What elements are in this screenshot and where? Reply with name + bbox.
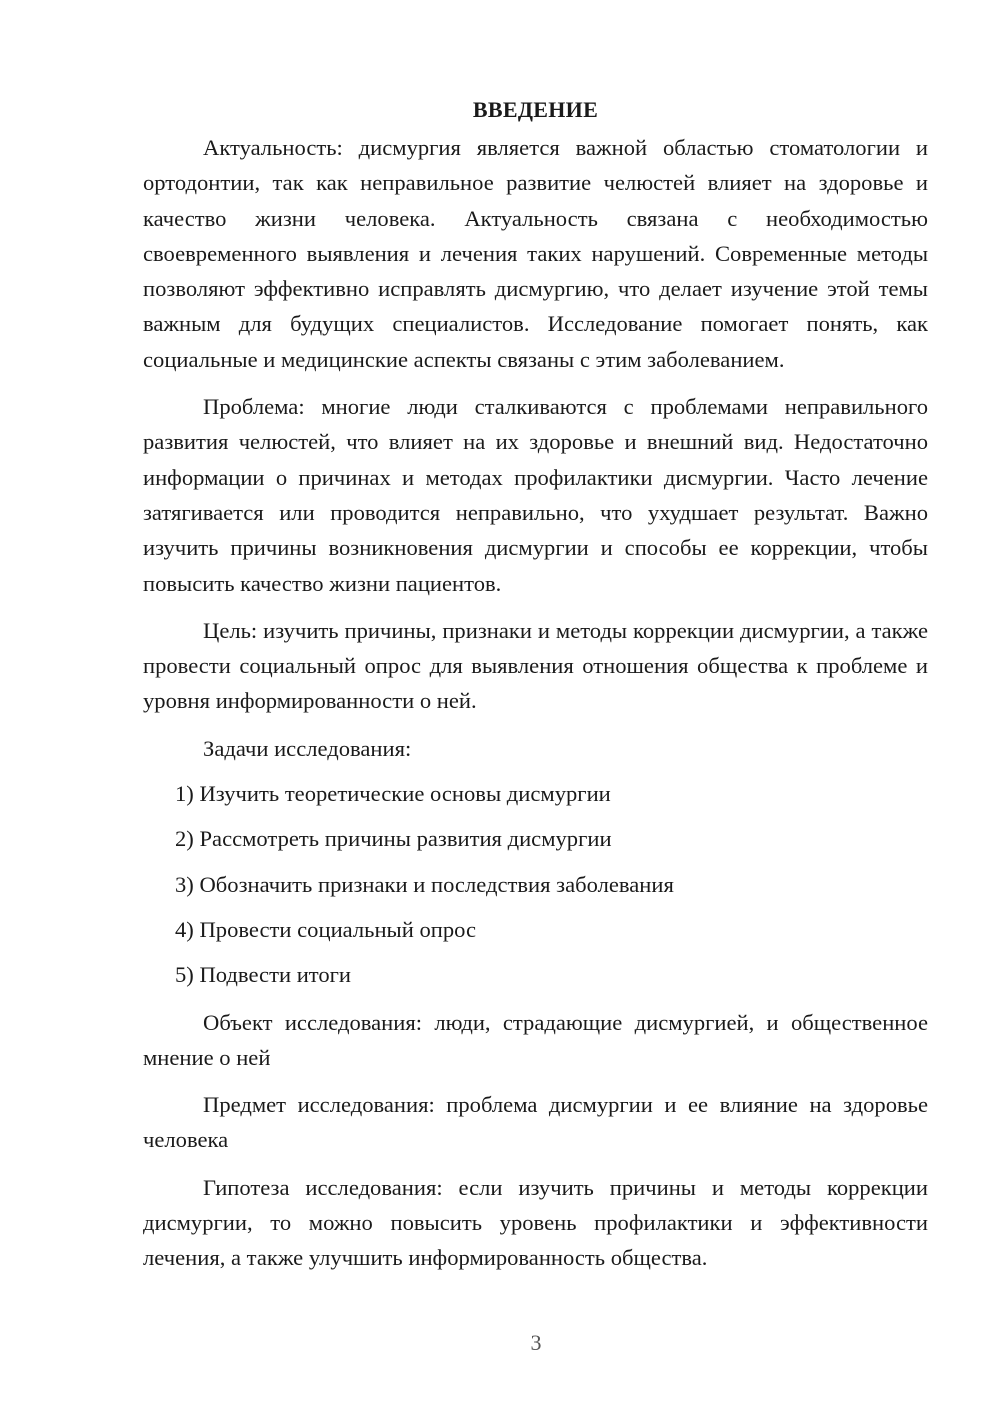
task-item: 2) Рассмотреть причины развития дисмургии xyxy=(175,826,612,852)
problem-paragraph: Проблема: многие люди сталкиваются с проблемами неправильного развития челюстей, что влияет на их здоровье и внешний вид. Недостаточно информации о причинах и методах профилактики дисмургии. Часто лечение затягивается или проводится неправильно, что ухудшает результат. Важно изучить причины возникновения дисмургии и способы ее коррекции, чтобы повысить качество жизни пациентов. xyxy=(143,394,928,596)
task-item: 5) Подвести итоги xyxy=(175,962,352,988)
task-item: 4) Провести социальный опрос xyxy=(175,916,477,942)
section-title: ВВЕДЕНИЕ xyxy=(472,97,599,122)
tasks-heading: Задачи исследования: xyxy=(203,735,412,761)
task-item: 3) Обозначить признаки и последствия заболевания xyxy=(175,871,674,897)
hypothesis-paragraph: Гипотеза исследования: если изучить причины и методы коррекции дисмургии, то можно повысить уровень профилактики и эффективности лечения, а также улучшить информированность общества. xyxy=(143,1174,928,1271)
goal-paragraph: Цель: изучить причины, признаки и методы коррекции дисмургии, а также провести социальный опрос для выявления отношения общества к проблеме и уровня информированности о ней. xyxy=(143,617,928,714)
relevance-paragraph: Актуальность: дисмургия является важной областью стоматологии и ортодонтии, так как неправильное развитие челюстей влияет на здоровье и качество жизни человека. Актуальность связана с необходимостью своевременного выявления и лечения таких нарушений. Современные методы позволяют эффективно исправлять дисмургию, что делает изучение этой темы важным для будущих специалистов. Исследование помогает понять, как социальные и медицинские аспекты связаны с этим заболеванием. xyxy=(143,135,928,372)
tasks-list xyxy=(143,776,928,992)
task-item: 1) Изучить теоретические основы дисмургии xyxy=(175,781,611,807)
page-number: 3 xyxy=(530,1330,542,1355)
object-paragraph: Объект исследования: люди, страдающие дисмургией, и общественное мнение о ней xyxy=(143,1009,928,1070)
subject-paragraph: Предмет исследования: проблема дисмургии и ее влияние на здоровье человека xyxy=(143,1092,928,1153)
document-page xyxy=(143,92,928,1276)
